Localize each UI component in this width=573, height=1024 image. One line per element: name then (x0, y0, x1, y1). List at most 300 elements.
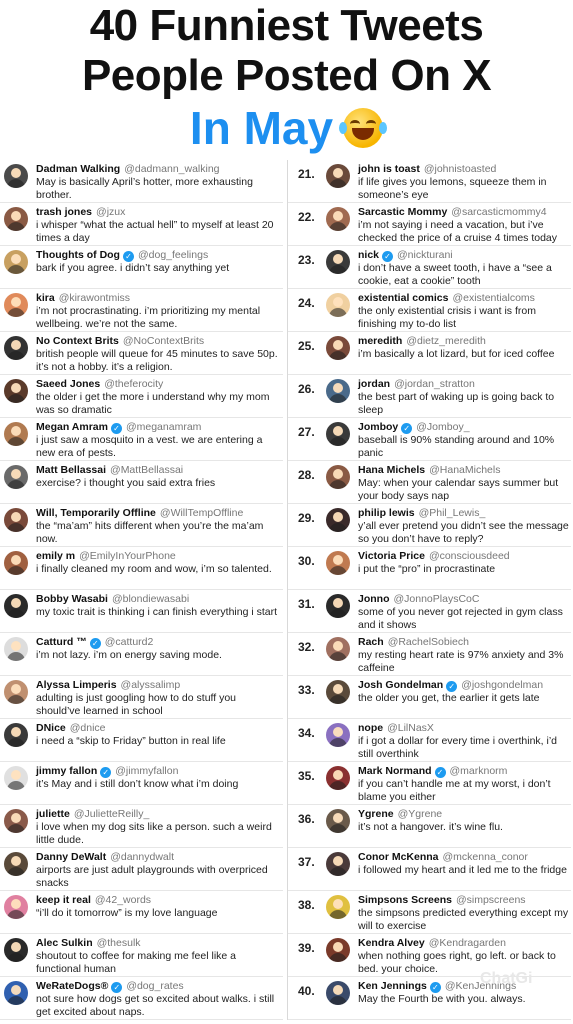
tweet-entry (0, 848, 285, 891)
avatar-body (329, 308, 347, 317)
author-handle[interactable]: @HanaMichels (429, 464, 501, 476)
avatar[interactable] (4, 981, 28, 1005)
avatar-body (329, 867, 347, 876)
tweet-number: 36. (298, 812, 315, 826)
tweet-author-line (36, 464, 183, 476)
tweet-entry (0, 246, 285, 289)
avatar-head (333, 254, 343, 264)
author-name[interactable]: Catturd ™ (36, 636, 87, 648)
avatar-body (7, 437, 25, 446)
avatar-head (11, 856, 21, 866)
tweet-text: y’all ever pretend you didn’t see the message so you don’t have to reply? (358, 520, 569, 545)
author-name[interactable]: juliette (36, 808, 70, 820)
avatar[interactable] (4, 766, 28, 790)
title-month: In May (189, 102, 334, 154)
avatar-head (333, 426, 343, 436)
verified-badge-icon: ✓ (401, 423, 412, 434)
author-handle[interactable]: @consciousdeed (428, 550, 510, 562)
author-name[interactable]: Matt Bellassai (36, 464, 107, 476)
tweet-number: 29. (298, 511, 315, 525)
tweet-entry (0, 762, 285, 805)
avatar[interactable] (326, 680, 350, 704)
author-name[interactable]: Jonno (358, 593, 390, 605)
author-name[interactable]: Alec Sulkin (36, 937, 93, 949)
title-line-2: People Posted On X (81, 51, 492, 100)
verified-badge-icon: ✓ (111, 982, 122, 993)
avatar[interactable] (326, 465, 350, 489)
avatar-head (11, 383, 21, 393)
avatar[interactable] (326, 293, 350, 317)
tweet-entry (288, 160, 573, 203)
tweet-author-line (36, 550, 176, 562)
avatar-body (7, 265, 25, 274)
author-handle[interactable]: @sarcasticmommy4 (451, 206, 547, 218)
tweet-author-line (36, 249, 208, 262)
author-handle[interactable]: @existentialcoms (452, 292, 535, 304)
avatar-head (333, 856, 343, 866)
tweet-text: baseball is 90% standing around and 10% panic (358, 434, 555, 459)
author-name[interactable]: jordan (358, 378, 391, 390)
avatar-head (11, 211, 21, 221)
author-name[interactable]: Victoria Price (358, 550, 425, 562)
avatar-body (7, 308, 25, 317)
avatar-body (329, 179, 347, 188)
avatar-body (329, 695, 347, 704)
author-handle[interactable]: @nickturani (397, 249, 453, 261)
tweet-entry (288, 590, 573, 633)
author-handle[interactable]: @Kendragarden (428, 937, 506, 949)
author-name[interactable]: Bobby Wasabi (36, 593, 108, 605)
author-handle[interactable]: @dnice (69, 722, 106, 734)
avatar[interactable] (326, 250, 350, 274)
author-handle[interactable]: @jimmyfallon (115, 765, 179, 777)
tweet-entry (288, 375, 573, 418)
avatar[interactable] (4, 680, 28, 704)
author-name[interactable]: Danny DeWalt (36, 851, 107, 863)
tweet-text: i’m not saying i need a vacation, but i’ve checked the price of a cruise 4 times today (358, 219, 558, 244)
verified-badge-icon: ✓ (430, 982, 441, 993)
avatar-head (11, 340, 21, 350)
author-name[interactable]: kira (36, 292, 55, 304)
avatar-body (7, 523, 25, 532)
tweet-text: i need a “skip to Friday” button in real life (36, 735, 226, 747)
tweet-number: 25. (298, 339, 315, 353)
tweet-author-line (36, 937, 141, 949)
tweet-author-line (36, 765, 178, 778)
avatar[interactable] (326, 852, 350, 876)
author-name[interactable]: meredith (358, 335, 403, 347)
author-handle[interactable]: @dadmann_walking (124, 163, 220, 175)
verified-badge-icon: ✓ (123, 251, 134, 262)
tweet-author-line (36, 679, 180, 691)
avatar-body (329, 523, 347, 532)
avatar[interactable] (4, 508, 28, 532)
tweet-text: i love when my dog sits like a person. such a weird little dude. (36, 821, 272, 846)
tweet-author-line (358, 894, 526, 906)
avatar[interactable] (4, 723, 28, 747)
avatar-head (333, 942, 343, 952)
tweet-text: shoutout to coffee for making me feel like a functional human (36, 950, 237, 975)
author-handle[interactable]: @alyssalimp (120, 679, 181, 691)
author-handle[interactable]: @jordan_stratton (394, 378, 475, 390)
verified-badge-icon: ✓ (446, 681, 457, 692)
avatar[interactable] (326, 895, 350, 919)
tweet-entry (288, 719, 573, 762)
author-handle[interactable]: @theferocity (104, 378, 164, 390)
row-separator (0, 1019, 283, 1020)
tweet-number: 37. (298, 855, 315, 869)
avatar-body (7, 351, 25, 360)
avatar-head (333, 813, 343, 823)
avatar[interactable] (326, 422, 350, 446)
author-name[interactable]: Alyssa Limperis (36, 679, 117, 691)
tweet-text: when nothing goes right, go left. or back to bed. your choice. (358, 950, 556, 975)
author-name[interactable]: Hana Michels (358, 464, 426, 476)
author-name[interactable]: Megan Amram (36, 421, 108, 433)
author-name[interactable]: DNice (36, 722, 66, 734)
author-handle[interactable]: @dog_rates (126, 980, 184, 992)
tweet-number: 27. (298, 425, 315, 439)
author-name[interactable]: jimmy fallon (36, 765, 98, 777)
author-name[interactable]: Rach (358, 636, 384, 648)
avatar-head (333, 168, 343, 178)
avatar[interactable] (4, 809, 28, 833)
author-name[interactable]: Josh Gondelman (358, 679, 444, 691)
tweet-text: british people will queue for 45 minutes to save 50p. it’s not a hobby. it’s a religion. (36, 348, 278, 373)
tweet-entry (288, 633, 573, 676)
page-header (0, 0, 573, 160)
author-handle[interactable]: @WillTempOffline (159, 507, 244, 519)
avatar-body (7, 652, 25, 661)
tweet-number: 33. (298, 683, 315, 697)
author-name[interactable]: Dadman Walking (36, 163, 121, 175)
avatar[interactable] (4, 465, 28, 489)
tweet-author-line (36, 894, 151, 906)
author-name[interactable]: Thoughts of Dog (36, 249, 120, 261)
avatar-body (329, 265, 347, 274)
avatar-body (329, 738, 347, 747)
author-handle[interactable]: @JulietteReilly_ (73, 808, 150, 820)
author-name[interactable]: Will, Temporarily Offline (36, 507, 156, 519)
avatar-head (11, 899, 21, 909)
author-name[interactable]: keep it real (36, 894, 91, 906)
verified-badge-icon: ✓ (90, 638, 101, 649)
author-name[interactable]: trash jones (36, 206, 93, 218)
avatar[interactable] (326, 766, 350, 790)
avatar[interactable] (4, 422, 28, 446)
avatar[interactable] (326, 723, 350, 747)
tweet-number: 40. (298, 984, 315, 998)
tweet-text: the older you get, the earlier it gets late (358, 692, 540, 704)
avatar-head (333, 641, 343, 651)
tweet-number: 24. (298, 296, 315, 310)
avatar-head (333, 469, 343, 479)
tweet-number: 39. (298, 941, 315, 955)
tweet-entry (0, 203, 285, 246)
avatar[interactable] (326, 637, 350, 661)
avatar-body (329, 652, 347, 661)
tweet-text: not sure how dogs get so excited about walks. i still get excited about naps. (36, 993, 275, 1018)
tweet-author-line (36, 851, 174, 863)
author-handle[interactable]: @blondiewasabi (111, 593, 190, 605)
author-name[interactable]: Saeed Jones (36, 378, 101, 390)
avatar[interactable] (4, 551, 28, 575)
row-separator (288, 1019, 571, 1020)
tweet-text: the simpsons predicted everything except my will to exercise (358, 907, 569, 932)
avatar-head (11, 168, 21, 178)
author-handle[interactable]: @thesulk (96, 937, 141, 949)
tweet-entry (288, 461, 573, 504)
tweet-text: if i got a dollar for every time i overthink, i’d still overthink (358, 735, 557, 760)
avatar-body (329, 953, 347, 962)
tweet-number: 22. (298, 210, 315, 224)
tweet-text: i’m not lazy. i’m on energy saving mode. (36, 649, 222, 661)
tweet-text: i just saw a mosquito in a vest. we are entering a new era of pests. (36, 434, 263, 459)
author-handle[interactable]: @Jomboy_ (416, 421, 470, 433)
tweet-entry (0, 891, 285, 934)
author-handle[interactable]: @dog_feelings (137, 249, 209, 261)
tweet-author-line (358, 722, 434, 734)
author-handle[interactable]: @simpscreens (455, 894, 526, 906)
avatar[interactable] (4, 250, 28, 274)
avatar[interactable] (326, 938, 350, 962)
author-name[interactable]: Conor McKenna (358, 851, 439, 863)
avatar-head (11, 684, 21, 694)
avatar-body (7, 781, 25, 790)
verified-badge-icon: ✓ (111, 423, 122, 434)
tweet-text: exercise? i thought you said extra fries (36, 477, 216, 489)
tweet-author-line (358, 292, 535, 304)
avatar-body (7, 566, 25, 575)
tweet-text: bark if you agree. i didn’t say anything yet (36, 262, 230, 274)
tweet-entry (0, 719, 285, 762)
avatar-head (333, 727, 343, 737)
avatar[interactable] (4, 594, 28, 618)
face-with-tears-of-joy-icon (343, 108, 383, 148)
tweet-text: the older i get the more i understand why my mom was so dramatic (36, 391, 270, 416)
author-name[interactable]: nick (358, 249, 380, 261)
author-name[interactable]: Kendra Alvey (358, 937, 425, 949)
avatar-head (11, 598, 21, 608)
avatar-body (7, 179, 25, 188)
tweet-text: if life gives you lemons, squeeze them in someone’s eye (358, 176, 547, 201)
avatar-head (11, 942, 21, 952)
tweet-entry (288, 289, 573, 332)
tweet-author-line (36, 163, 220, 175)
tweet-author-line (358, 464, 500, 476)
avatar-body (329, 394, 347, 403)
avatar-body (329, 222, 347, 231)
author-handle[interactable]: @NoContextBrits (122, 335, 205, 347)
author-handle[interactable]: @RachelSobiech (387, 636, 469, 648)
avatar-head (333, 598, 343, 608)
avatar-head (333, 899, 343, 909)
tweet-text: the best part of waking up is going back to sleep (358, 391, 555, 416)
avatar[interactable] (326, 336, 350, 360)
author-name[interactable]: Mark Normand (358, 765, 432, 777)
tweet-author-line (358, 550, 510, 562)
tweet-number: 32. (298, 640, 315, 654)
author-name[interactable]: philip lewis (358, 507, 415, 519)
author-handle[interactable]: @Ygrene (397, 808, 443, 820)
avatar[interactable] (4, 938, 28, 962)
tweet-text: my resting heart rate is 97% anxiety and 3% caffeine (358, 649, 564, 674)
author-name[interactable]: john is toast (358, 163, 420, 175)
tweet-text: it’s May and i still don’t know what i’m doing (36, 778, 239, 790)
avatar-body (329, 910, 347, 919)
avatar-body (7, 953, 25, 962)
avatar-body (7, 996, 25, 1005)
author-name[interactable]: Ygrene (358, 808, 394, 820)
avatar-head (333, 512, 343, 522)
tweet-number: 34. (298, 726, 315, 740)
avatar[interactable] (4, 379, 28, 403)
tweet-entry (0, 547, 285, 590)
tweet-number: 26. (298, 382, 315, 396)
tweet-text: i’m not procrastinating. i’m prioritizing my mental wellbeing. we’re not the same. (36, 305, 261, 330)
tweet-author-line (358, 679, 543, 692)
tweet-text: it’s not a hangover. it’s wine flu. (358, 821, 503, 833)
tweet-text: i don’t have a sweet tooth, i have a “see a cookie, eat a cookie” tooth (358, 262, 552, 287)
avatar[interactable] (326, 981, 350, 1005)
author-handle[interactable]: @MattBellassai (110, 464, 184, 476)
tweet-entry (288, 504, 573, 547)
tweet-author-line (358, 335, 486, 347)
avatar[interactable] (326, 379, 350, 403)
avatar-head (11, 985, 21, 995)
tweet-author-line (358, 593, 479, 605)
tweet-author-line (36, 808, 149, 820)
tweet-entry (0, 977, 285, 1020)
author-handle[interactable]: @dietz_meredith (406, 335, 486, 347)
avatar-head (333, 211, 343, 221)
avatar-head (11, 770, 21, 780)
tweet-text: May is basically April’s hotter, more exhausting brother. (36, 176, 253, 201)
author-handle[interactable]: @kirawontmiss (58, 292, 131, 304)
tweet-number: 35. (298, 769, 315, 783)
verified-badge-icon: ✓ (435, 767, 446, 778)
avatar[interactable] (4, 207, 28, 231)
avatar[interactable] (4, 852, 28, 876)
author-name[interactable]: Ken Jennings (358, 980, 427, 992)
verified-badge-icon: ✓ (382, 251, 393, 262)
author-handle[interactable]: @catturd2 (104, 636, 154, 648)
tweet-entry (288, 418, 573, 461)
author-handle[interactable]: @jzux (96, 206, 126, 218)
tweet-entry (288, 246, 573, 289)
avatar-body (7, 695, 25, 704)
author-name[interactable]: nope (358, 722, 384, 734)
tweet-number: 38. (298, 898, 315, 912)
author-handle[interactable]: @JonnoPlaysCoC (393, 593, 480, 605)
avatar[interactable] (326, 594, 350, 618)
tweet-text: i whisper “what the actual hell” to myself at least 20 times a day (36, 219, 274, 244)
avatar[interactable] (4, 336, 28, 360)
author-name[interactable]: WeRateDogs® (36, 980, 109, 992)
author-name[interactable]: Jomboy (358, 421, 399, 433)
tweet-text: i followed my heart and it led me to the fridge (358, 864, 567, 876)
author-name[interactable]: emily m (36, 550, 76, 562)
avatar-head (333, 297, 343, 307)
author-handle[interactable]: @KenJennings (444, 980, 517, 992)
author-name[interactable]: Sarcastic Mommy (358, 206, 448, 218)
author-handle[interactable]: @LilNasX (387, 722, 434, 734)
tweet-entry (288, 676, 573, 719)
author-name[interactable]: No Context Brits (36, 335, 119, 347)
verified-badge-icon: ✓ (100, 767, 111, 778)
avatar-head (333, 770, 343, 780)
avatar-head (11, 641, 21, 651)
tweet-author-line (358, 507, 485, 519)
author-handle[interactable]: @meganamram (125, 421, 202, 433)
avatar-body (329, 437, 347, 446)
avatar[interactable] (326, 207, 350, 231)
tweet-author-line (36, 636, 153, 649)
avatar-head (333, 985, 343, 995)
tweet-entry (0, 461, 285, 504)
avatar[interactable] (4, 637, 28, 661)
tweet-author-line (358, 163, 496, 175)
tweet-entry (288, 332, 573, 375)
author-handle[interactable]: @EmilyInYourPhone (79, 550, 176, 562)
tweet-text: May: when your calendar says summer but your body says nap (358, 477, 559, 502)
avatar-body (7, 609, 25, 618)
tweet-author-line (358, 851, 528, 863)
tweet-text: i put the “pro” in procrastinate (358, 563, 496, 575)
avatar[interactable] (326, 164, 350, 188)
tweet-entry (288, 848, 573, 891)
avatar[interactable] (326, 508, 350, 532)
tweet-text: airports are just adult playgrounds with overpriced snacks (36, 864, 268, 889)
author-handle[interactable]: @mckenna_conor (442, 851, 528, 863)
avatar-head (333, 340, 343, 350)
avatar-head (11, 469, 21, 479)
tweet-entry (0, 418, 285, 461)
author-handle[interactable]: @joshgondelman (461, 679, 544, 691)
tweet-number: 21. (298, 167, 315, 181)
avatar[interactable] (326, 551, 350, 575)
tweet-text: the only existential crisis i want is from finishing my to-do list (358, 305, 536, 330)
tweet-number: 28. (298, 468, 315, 482)
avatar-head (333, 555, 343, 565)
avatar-body (7, 222, 25, 231)
tweet-author-line (358, 765, 507, 778)
avatar-body (329, 824, 347, 833)
tweet-entry (288, 805, 573, 848)
avatar-body (329, 996, 347, 1005)
author-handle[interactable]: @marknorm (449, 765, 508, 777)
avatar[interactable] (4, 293, 28, 317)
author-name[interactable]: Simpsons Screens (358, 894, 452, 906)
tweet-entry (0, 676, 285, 719)
avatar-body (329, 480, 347, 489)
tweet-entry (0, 590, 285, 633)
tweet-entry (288, 891, 573, 934)
author-handle[interactable]: @johnistoasted (423, 163, 497, 175)
author-handle[interactable]: @Phil_Lewis_ (418, 507, 486, 519)
tweet-text: adulting is just googling how to do stuff you should’ve learned in school (36, 692, 237, 717)
tweet-text: May the Fourth be with you. always. (358, 993, 526, 1005)
title-line-3 (0, 103, 573, 153)
author-handle[interactable]: @42_words (94, 894, 152, 906)
avatar-head (11, 426, 21, 436)
author-handle[interactable]: @dannydwalt (110, 851, 174, 863)
avatar[interactable] (4, 164, 28, 188)
tweet-author-line (358, 249, 453, 262)
author-name[interactable]: existential comics (358, 292, 449, 304)
avatar[interactable] (4, 895, 28, 919)
avatar[interactable] (326, 809, 350, 833)
